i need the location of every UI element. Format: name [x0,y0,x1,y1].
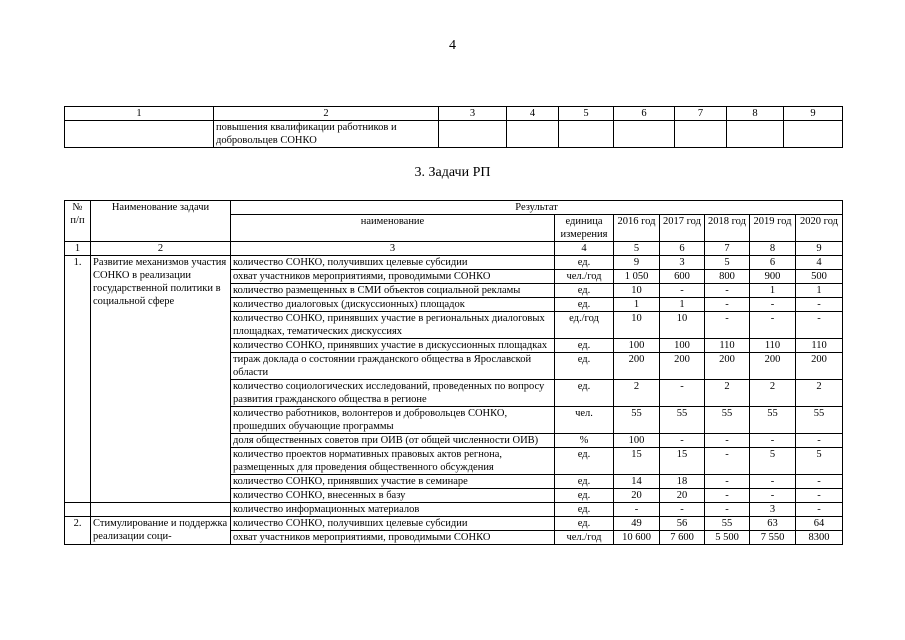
result-value: - [705,475,750,489]
table-cell [91,503,231,517]
header-num: № п/п [65,201,91,242]
table-cell [507,121,559,148]
result-value: 2 [614,380,660,407]
result-unit: % [555,434,614,448]
result-value: - [705,503,750,517]
result-value: 55 [614,407,660,434]
result-value: - [796,312,843,339]
table-header-row [65,201,843,215]
result-name: количество информационных материалов [231,503,555,517]
section-title: 3. Задачи РП [414,165,491,180]
result-value: 49 [614,517,660,531]
result-unit: ед. [555,284,614,298]
result-name: тираж доклада о состоянии гражданского общества в Ярославской области [231,353,555,380]
header-name: наименование [231,215,555,242]
result-value: - [660,434,705,448]
result-value: 3 [660,256,705,270]
result-value: 10 600 [614,531,660,545]
result-value: 110 [705,339,750,353]
result-value: 1 [614,298,660,312]
result-unit: ед. [555,339,614,353]
result-unit: ед. [555,489,614,503]
result-value: 500 [796,270,843,284]
result-value: 2 [705,380,750,407]
result-value: 5 500 [705,531,750,545]
result-value: - [796,434,843,448]
result-name: количество СОНКО, принявших участие в семинаре [231,475,555,489]
result-value: 56 [660,517,705,531]
result-value: 20 [614,489,660,503]
result-unit: ед. [555,256,614,270]
table-cell: 5 [559,107,614,121]
result-value: - [660,284,705,298]
result-value: 200 [614,353,660,380]
table-cell: 3 [231,242,555,256]
result-value: 1 050 [614,270,660,284]
result-value: - [750,298,796,312]
result-value: 800 [705,270,750,284]
result-unit: чел./год [555,531,614,545]
result-name: количество диалоговых (дискуссионных) площадок [231,298,555,312]
result-value: 200 [705,353,750,380]
result-value: 15 [660,448,705,475]
table-cell: 6 [614,107,675,121]
result-unit: ед. [555,448,614,475]
table-cell [65,503,91,517]
result-value: 1 [796,284,843,298]
result-value: 110 [750,339,796,353]
table-cell: 8 [727,107,784,121]
result-value: 63 [750,517,796,531]
table-row [65,503,843,517]
table-cell: 1 [65,242,91,256]
result-value: 5 [705,256,750,270]
result-value: 1 [660,298,705,312]
result-value: - [705,434,750,448]
header-year: 2018 год [705,215,750,242]
result-value: 2 [750,380,796,407]
table-cell: 2 [91,242,231,256]
table-cell: 7 [705,242,750,256]
header-year: 2020 год [796,215,843,242]
table-row [65,517,843,531]
result-value: 14 [614,475,660,489]
continued-table [64,106,843,148]
table-row [65,121,843,148]
result-value: 100 [614,339,660,353]
result-value: 200 [796,353,843,380]
result-name: количество работников, волонтеров и добровольцев СОНКО, прошедших обучающие программы [231,407,555,434]
table-cell: 2 [214,107,439,121]
task-name: Развитие механизмов участия СОНКО в реализации государственной политики в социальной сфере [91,256,231,503]
result-value: 100 [614,434,660,448]
header-year: 2019 год [750,215,796,242]
table-cell: 5 [614,242,660,256]
result-value: - [750,475,796,489]
result-name: охват участников мероприятиями, проводимыми СОНКО [231,531,555,545]
result-value: 55 [660,407,705,434]
result-value: 55 [796,407,843,434]
result-name: количество СОНКО, получивших целевые субсидии [231,517,555,531]
table-row [65,256,843,270]
result-unit: ед. [555,517,614,531]
header-year: 2017 год [660,215,705,242]
result-value: - [705,284,750,298]
result-unit: чел. [555,407,614,434]
result-value: 10 [614,312,660,339]
result-name: количество СОНКО, получивших целевые субсидии [231,256,555,270]
result-value: - [614,503,660,517]
result-value: - [705,298,750,312]
result-value: 55 [750,407,796,434]
table-cell [614,121,675,148]
result-name: количество СОНКО, внесенных в базу [231,489,555,503]
page-number: 4 [449,38,456,53]
result-name: количество проектов нормативных правовых актов регнона, размещенных для проведения общественного обсуждения [231,448,555,475]
header-unit: единица измерения [555,215,614,242]
result-value: 7 550 [750,531,796,545]
table-cell: 4 [507,107,559,121]
result-value: - [796,489,843,503]
result-name: количество СОНКО, принявших участие в региональных диалоговых площадках, тематических дискуссиях [231,312,555,339]
table-cell: 7 [675,107,727,121]
result-value: - [660,503,705,517]
result-value: 10 [660,312,705,339]
result-value: 10 [614,284,660,298]
result-value: - [796,475,843,489]
result-value: - [705,489,750,503]
result-value: 200 [750,353,796,380]
result-value: 20 [660,489,705,503]
table-cell [65,121,214,148]
table-cell: 6 [660,242,705,256]
result-value: 18 [660,475,705,489]
table-cell [675,121,727,148]
result-unit: чел./год [555,270,614,284]
result-name: охват участников мероприятиями, проводимыми СОНКО [231,270,555,284]
task-number: 2. [65,517,91,545]
table-cell: 9 [784,107,843,121]
result-value: 3 [750,503,796,517]
result-value: 64 [796,517,843,531]
table-cell: 9 [796,242,843,256]
task-number: 1. [65,256,91,503]
table-cell [559,121,614,148]
result-value: - [750,434,796,448]
task-name: Стимулирование и поддержка реализации соци- [91,517,231,545]
result-unit: ед. [555,298,614,312]
result-name: количество социологических исследований, проведенных по вопросу развития гражданского общества в регионе [231,380,555,407]
result-value: 1 [750,284,796,298]
result-value: 55 [705,407,750,434]
result-name: количество размещенных в СМИ объектов социальной рекламы [231,284,555,298]
result-value: - [660,380,705,407]
result-value: 110 [796,339,843,353]
table-cell: 8 [750,242,796,256]
result-unit: ед. [555,475,614,489]
table-cell: повышения квалификации работников и добровольцев СОНКО [214,121,439,148]
result-value: 5 [796,448,843,475]
result-name: доля общественных советов при ОИВ (от общей численности ОИВ) [231,434,555,448]
table-cell: 1 [65,107,214,121]
result-unit: ед. [555,353,614,380]
result-value: - [750,489,796,503]
table-cell [727,121,784,148]
header-result: Результат [231,201,843,215]
table-cell [439,121,507,148]
result-unit: ед./год [555,312,614,339]
result-value: - [796,503,843,517]
result-value: 55 [705,517,750,531]
result-value: 5 [750,448,796,475]
result-value: - [705,448,750,475]
result-unit: ед. [555,380,614,407]
table-cell: 3 [439,107,507,121]
result-value: - [705,312,750,339]
result-value: 100 [660,339,705,353]
header-task-name: Наименование задачи [91,201,231,242]
result-value: 200 [660,353,705,380]
result-value: 7 600 [660,531,705,545]
result-value: - [750,312,796,339]
result-unit: ед. [555,503,614,517]
header-year: 2016 год [614,215,660,242]
tasks-table [64,200,843,545]
table-cell: 4 [555,242,614,256]
result-value: 2 [796,380,843,407]
result-value: 600 [660,270,705,284]
column-number-row [65,242,843,256]
result-value: 6 [750,256,796,270]
result-name: количество СОНКО, принявших участие в дискуссионных площадках [231,339,555,353]
result-value: 15 [614,448,660,475]
result-value: 900 [750,270,796,284]
table-cell [784,121,843,148]
result-value: 9 [614,256,660,270]
table-header-row [65,107,843,121]
result-value: 4 [796,256,843,270]
result-value: 8300 [796,531,843,545]
result-value: - [796,298,843,312]
